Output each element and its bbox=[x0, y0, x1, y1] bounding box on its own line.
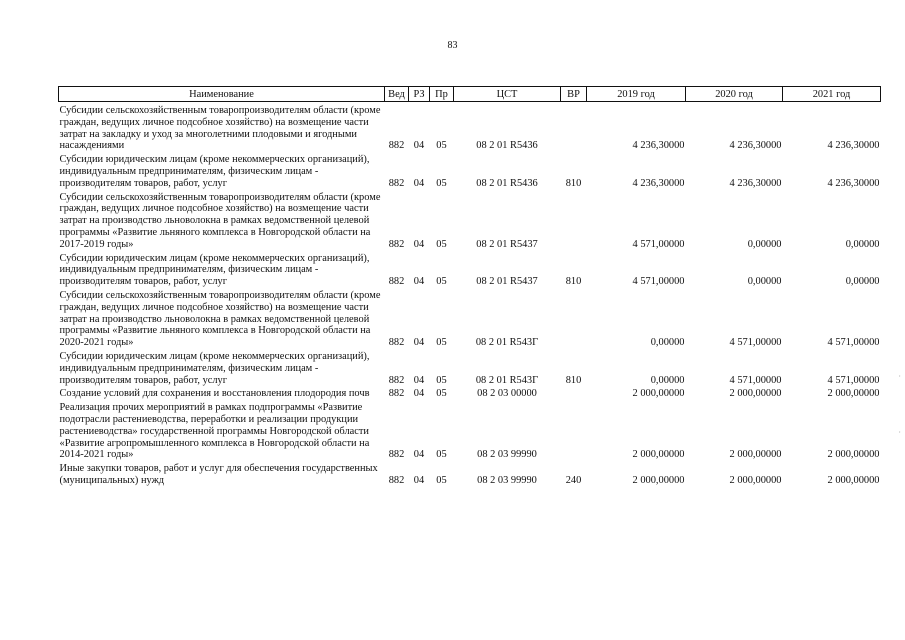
table-row bbox=[59, 351, 881, 388]
table-row bbox=[59, 102, 881, 155]
cell-2021: 2 000,00000 bbox=[827, 474, 880, 486]
cell-vr bbox=[561, 290, 587, 351]
cell-cst: 08 2 01 R5436 bbox=[476, 177, 538, 189]
cell-name: Субсидии сельскохозяйственным товаропроизводителям области (кроме граждан, ведущих личное подсобное хозяйство) на возмещение части затрат на закладку и уход за многолетними плодовыми и ягодными насаждениями bbox=[59, 105, 381, 152]
header-name: Наименование bbox=[59, 87, 385, 102]
cell-2020: 0,00000 bbox=[747, 276, 782, 288]
cell-rz: 04 bbox=[413, 374, 425, 386]
cell-2019: 4 236,30000 bbox=[632, 140, 685, 152]
cell-2020: 2 000,00000 bbox=[729, 388, 782, 400]
cell-vr bbox=[561, 388, 587, 402]
header-pr: Пр bbox=[430, 87, 454, 102]
cell-cst: 08 2 01 R543Г bbox=[475, 337, 539, 349]
header-cst: ЦСТ bbox=[454, 87, 561, 102]
cell-name: Субсидии сельскохозяйственным товаропроизводителям области (кроме граждан, ведущих личное подсобное хозяйство) на возмещение части затрат на производство льноволокна в рамках ведомственной целевой программы «Развитие льняного комплекса в Новгородской области на 2020-2021 годы» bbox=[59, 289, 381, 349]
cell-2020: 0,00000 bbox=[747, 238, 782, 250]
cell-name: Реализация прочих мероприятий в рамках подпрограммы «Развитие подотрасли растениеводства, переработки и реализации продукции растениеводства» государственной программы Новгородской области «Развитие агропромышленного комплекса в Новгородской области на 2014-2021 годы» bbox=[59, 402, 370, 461]
cell-2021: 2 000,00000 bbox=[827, 449, 880, 461]
cell-name: Субсидии юридическим лицам (кроме некоммерческих организаций), индивидуальным предпринимателям, физическим лицам - производителям товаров, работ, услуг bbox=[59, 154, 370, 189]
cell-2019: 2 000,00000 bbox=[632, 388, 685, 400]
cell-2021: 4 571,00000 bbox=[827, 374, 880, 386]
cell-rz: 04 bbox=[413, 337, 425, 349]
header-rz: РЗ bbox=[409, 87, 430, 102]
cell-2019: 4 571,00000 bbox=[632, 238, 685, 250]
cell-pr: 05 bbox=[436, 238, 447, 250]
cell-vr bbox=[561, 192, 587, 253]
cell-ved: 882 bbox=[388, 276, 405, 288]
edge-mark: · bbox=[898, 428, 901, 437]
edge-mark: · bbox=[898, 372, 901, 381]
cell-name: Иные закупки товаров, работ и услуг для обеспечения государственных (муниципальных) нужд bbox=[59, 463, 378, 486]
cell-rz: 04 bbox=[413, 276, 425, 288]
table-row bbox=[59, 192, 881, 253]
cell-2019: 2 000,00000 bbox=[632, 449, 685, 461]
table-row bbox=[59, 154, 881, 191]
cell-2021: 4 236,30000 bbox=[827, 177, 880, 189]
cell-2021: 4 236,30000 bbox=[827, 140, 880, 152]
cell-2020: 4 236,30000 bbox=[729, 177, 782, 189]
table-header-row bbox=[59, 87, 881, 102]
cell-2021: 4 571,00000 bbox=[827, 337, 880, 349]
cell-rz: 04 bbox=[413, 238, 425, 250]
table-row bbox=[59, 388, 881, 402]
cell-2020: 2 000,00000 bbox=[729, 474, 782, 486]
header-2019: 2019 год bbox=[587, 87, 686, 102]
cell-2020: 4 236,30000 bbox=[729, 140, 782, 152]
cell-ved: 882 bbox=[388, 177, 405, 189]
cell-2020: 4 571,00000 bbox=[729, 374, 782, 386]
cell-vr bbox=[561, 402, 587, 463]
cell-ved: 882 bbox=[388, 388, 405, 400]
cell-cst: 08 2 01 R543Г bbox=[475, 374, 539, 386]
cell-pr: 05 bbox=[436, 374, 447, 386]
cell-vr bbox=[561, 102, 587, 155]
cell-name: Создание условий для сохранения и восстановления плодородия почв bbox=[59, 388, 370, 400]
header-vr: ВР bbox=[561, 87, 587, 102]
cell-rz: 04 bbox=[413, 140, 425, 152]
cell-pr: 05 bbox=[436, 276, 447, 288]
cell-vr: 810 bbox=[565, 276, 582, 288]
cell-rz: 04 bbox=[413, 474, 425, 486]
cell-2021: 0,00000 bbox=[845, 276, 880, 288]
cell-cst: 08 2 03 99990 bbox=[477, 474, 537, 486]
cell-rz: 04 bbox=[413, 388, 425, 400]
cell-2019: 4 571,00000 bbox=[632, 276, 685, 288]
header-2021: 2021 год bbox=[783, 87, 881, 102]
header-ved: Вед bbox=[385, 87, 409, 102]
cell-ved: 882 bbox=[388, 238, 405, 250]
cell-rz: 04 bbox=[413, 177, 425, 189]
cell-cst: 08 2 01 R5436 bbox=[476, 140, 538, 152]
cell-pr: 05 bbox=[436, 388, 447, 400]
cell-2019: 0,00000 bbox=[650, 374, 685, 386]
cell-cst: 08 2 03 99990 bbox=[477, 449, 537, 461]
cell-2019: 4 236,30000 bbox=[632, 177, 685, 189]
cell-2020: 2 000,00000 bbox=[729, 449, 782, 461]
cell-pr: 05 bbox=[436, 337, 447, 349]
cell-vr: 240 bbox=[565, 474, 582, 486]
cell-ved: 882 bbox=[388, 140, 405, 152]
cell-2019: 2 000,00000 bbox=[632, 474, 685, 486]
cell-2021: 0,00000 bbox=[845, 238, 880, 250]
table-row bbox=[59, 463, 881, 489]
cell-name: Субсидии юридическим лицам (кроме некоммерческих организаций), индивидуальным предпринимателям, физическим лицам - производителям товаров, работ, услуг bbox=[59, 350, 370, 386]
page-number: 83 bbox=[447, 40, 458, 51]
cell-ved: 882 bbox=[388, 449, 405, 461]
cell-vr: 810 bbox=[565, 374, 582, 386]
cell-ved: 882 bbox=[388, 374, 405, 386]
cell-cst: 08 2 01 R5437 bbox=[476, 238, 538, 250]
cell-2020: 4 571,00000 bbox=[729, 337, 782, 349]
table-row bbox=[59, 402, 881, 463]
budget-table bbox=[58, 86, 881, 489]
table-row bbox=[59, 253, 881, 290]
cell-pr: 05 bbox=[436, 140, 447, 152]
table-row bbox=[59, 290, 881, 351]
cell-cst: 08 2 01 R5437 bbox=[476, 276, 538, 288]
cell-2019: 0,00000 bbox=[650, 337, 685, 349]
cell-cst: 08 2 03 00000 bbox=[477, 388, 537, 400]
header-2020: 2020 год bbox=[686, 87, 783, 102]
cell-rz: 04 bbox=[413, 449, 425, 461]
cell-ved: 882 bbox=[388, 474, 405, 486]
cell-pr: 05 bbox=[436, 474, 447, 486]
cell-pr: 05 bbox=[436, 449, 447, 461]
cell-pr: 05 bbox=[436, 177, 447, 189]
cell-2021: 2 000,00000 bbox=[827, 388, 880, 400]
cell-name: Субсидии юридическим лицам (кроме некоммерческих организаций), индивидуальным предпринимателям, физическим лицам - производителям товаров, работ, услуг bbox=[59, 252, 370, 288]
cell-ved: 882 bbox=[388, 337, 405, 349]
cell-name: Субсидии сельскохозяйственным товаропроизводителям области (кроме граждан, ведущих личное подсобное хозяйство) на возмещение части затрат на производство льноволокна в рамках ведомственной целевой программы «Развитие льняного комплекса в Новгородской области на 2017-2019 годы» bbox=[59, 191, 381, 250]
cell-vr: 810 bbox=[565, 177, 582, 189]
